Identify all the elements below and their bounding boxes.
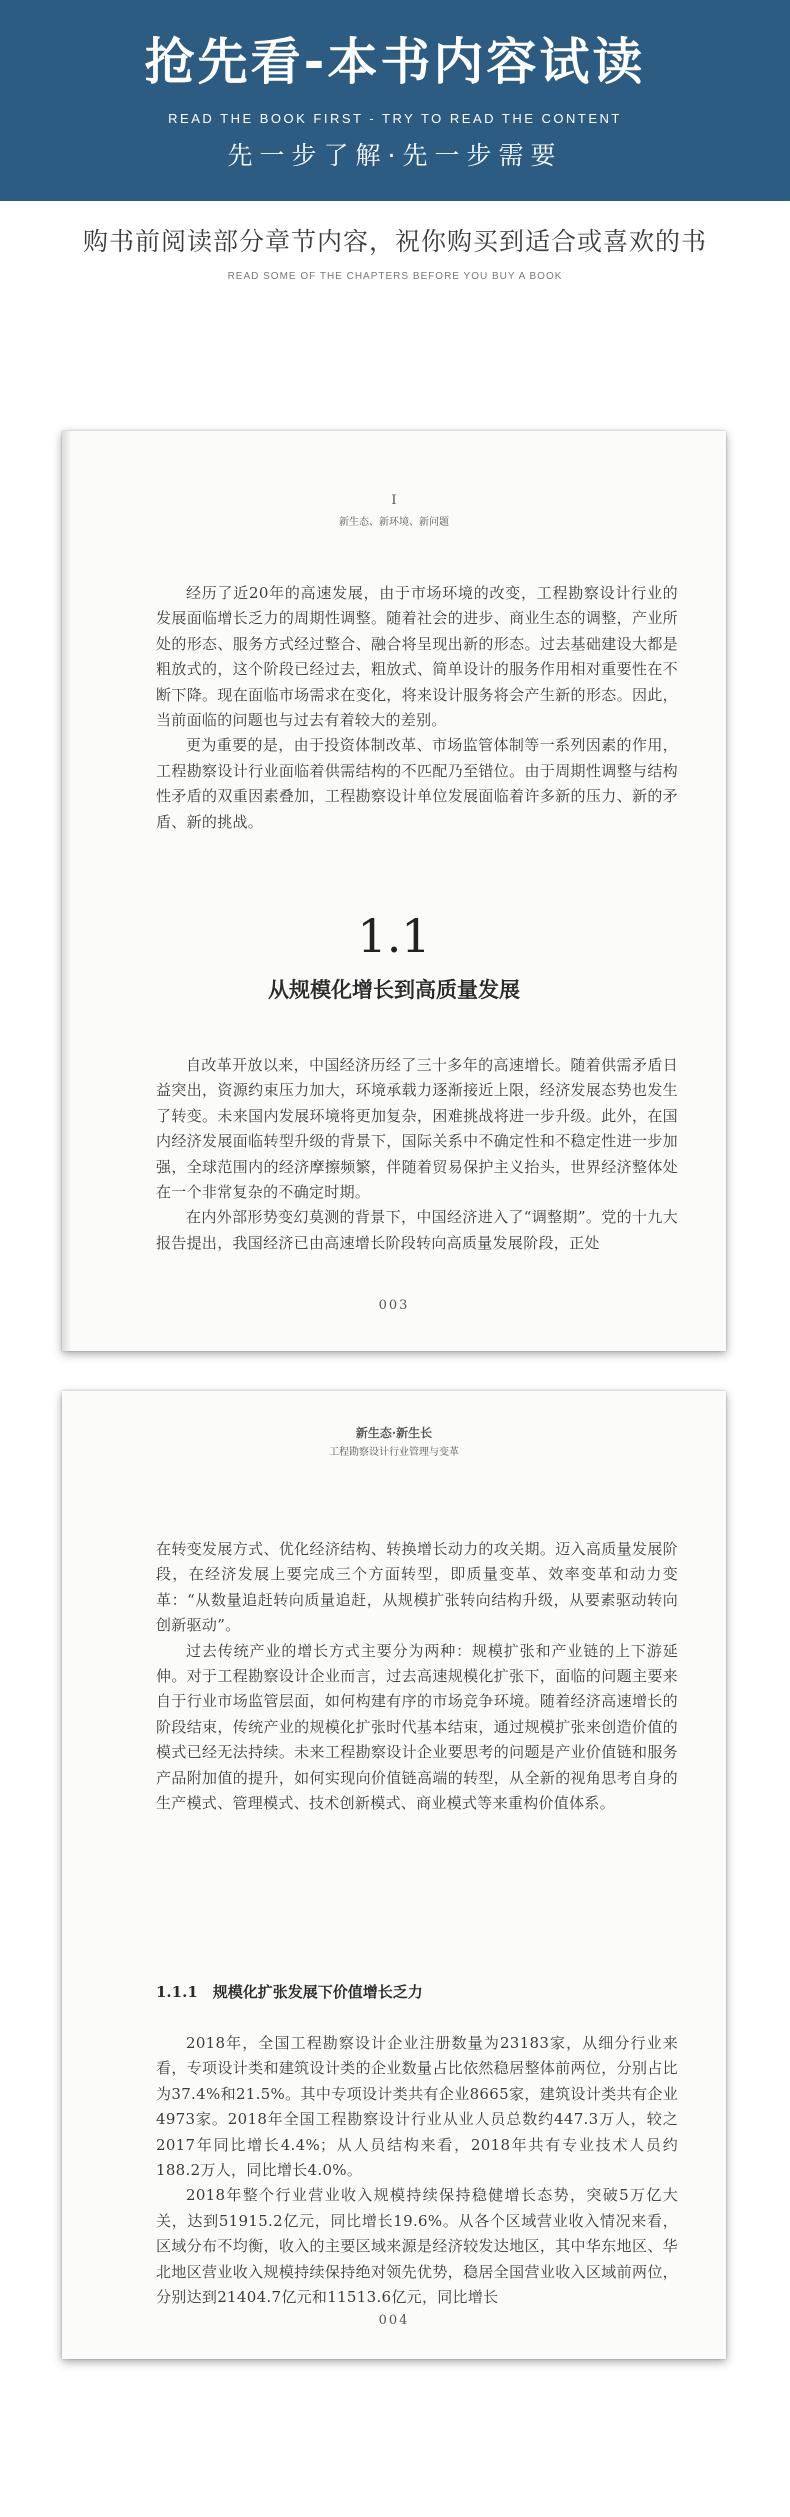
body-text-top (156, 1537, 678, 1816)
paragraph: 在内外部形势变幻莫测的背景下，中国经济进入了“调整期”。党的十九大报告提出，我国经济已由高速增长阶段转向高质量发展阶段，正处 (156, 1208, 678, 1252)
paragraph: 在转变发展方式、优化经济结构、转换增长动力的攻关期。迈入高质量发展阶段，在经济发展上要完成三个方面转型，即质量变革、效率变革和动力变革：“从数量追赶转向质量追赶，从规模扩张转向结构升级，从要素驱动转向创新驱动”。 (156, 1540, 678, 1635)
running-header-title: 新生态·新生长 (355, 1426, 433, 1440)
part-numeral: I (391, 493, 397, 508)
page-number: 004 (378, 2313, 410, 2328)
paragraph: 经历了近20年的高速发展，由于市场环境的改变，工程勘察设计行业的发展面临增长乏力的周期性调整。随着社会的进步、商业生态的调整，产业所处的形态、服务方式经过整合、融合将呈现出新的形态。过去基础建设大都是粗放式的，这个阶段已经过去，粗放式、简单设计的服务作用相对重要性在不断下降。现在面临市场需求在变化，将来设计服务将会产生新的形态。因此，当前面临的问题也与过去有着较大的差别。 (156, 584, 678, 730)
paragraph: 2018年整个行业营业收入规模持续保持稳健增长态势，突破5万亿大关，达到51915.2亿元，同比增长19.6%。从各个区域营业收入情况来看，区域分布不均衡，收入的主要区域来源是经济较发达地区，其中华东地区、华北地区营业收入规模持续保持绝对领先优势，稳居全国营业收入区域前两位，分别达到21404.7亿元和11513.6亿元，同比增长 (156, 2186, 678, 2307)
header-banner (0, 0, 790, 201)
banner-title: 抢先看-本书内容试读 (144, 33, 646, 91)
section-heading: 1.1.1 规模化扩张发展下价值增长乏力 (156, 1983, 423, 2001)
paragraph: 更为重要的是，由于投资体制改革、市场监管体制等一系列因素的作用，工程勘察设计行业面临着供需结构的不匹配乃至错位。由于周期性调整与结构性矛盾的双重因素叠加，工程勘察设计单位发展面临着许多新的压力、新的矛盾、新的挑战。 (156, 736, 678, 831)
intro-subtext: READ SOME OF THE CHAPTERS BEFORE YOU BUY A BOOK (227, 271, 563, 282)
page-number: 003 (378, 1298, 410, 1313)
book-page-004 (62, 1391, 726, 2359)
paragraph: 自改革开放以来，中国经济历经了三十多年的高速增长。随着供需矛盾日益突出，资源约束压力加大，环境承载力逐渐接近上限，经济发展态势也发生了转变。未来国内发展环境将更加复杂，困难挑战将进一步升级。此外，在国内经济发展面临转型升级的背景下，国际关系中不确定性和不稳定性进一步加强，全球范围内的经济摩擦频繁，伴随着贸易保护主义抬头，世界经济整体处在一个非常复杂的不确定时期。 (156, 1056, 678, 1202)
body-text-bottom (156, 2031, 678, 2310)
part-title: 新生态、新环境、新问题 (339, 517, 449, 528)
book-page-003 (62, 431, 726, 1351)
banner-slogan: 先一步了解·先一步需要 (227, 141, 563, 170)
paragraph: 2018年，全国工程勘察设计企业注册数量为23183家，从细分行业来看，专项设计类和建筑设计类的企业数量占比依然稳居整体前两位，分别占比为37.4%和21.5%。其中专项设计类共有企业8665家，建筑设计类共有企业4973家。2018年全国工程勘察设计行业从业人员总数约447.3万人，较之2017年同比增长4.4%；从人员结构来看，2018年共有专业技术人员约188.2万人，同比增长4.0%。 (156, 2034, 678, 2180)
banner-subtitle: READ THE BOOK FIRST - TRY TO READ THE CONTENT (168, 111, 622, 126)
chapter-number: 1.1 (357, 909, 431, 963)
chapter-title: 从规模化增长到高质量发展 (268, 977, 520, 1002)
intro-text: 购书前阅读部分章节内容，祝你购买到适合或喜欢的书 (82, 227, 707, 256)
running-header-subtitle: 工程勘察设计行业管理与变革 (329, 1447, 459, 1458)
intro-body (156, 581, 678, 835)
paragraph: 过去传统产业的增长方式主要分为两种：规模扩张和产业链的上下游延伸。对于工程勘察设计企业而言，过去高速规模化扩张下，面临的问题主要来自于行业市场监管层面，如何构建有序的市场竞争环境。随着经济高速增长的阶段结束，传统产业的规模化扩张时代基本结束，通过规模扩张来创造价值的模式已经无法持续。未来工程勘察设计企业要思考的问题是产业价值链和服务产品附加值的提升，如何实现向价值链高端的转型，从全新的视角思考自身的生产模式、管理模式、技术创新模式、商业模式等来重构价值体系。 (156, 1641, 678, 1813)
chapter-body (156, 1053, 678, 1256)
